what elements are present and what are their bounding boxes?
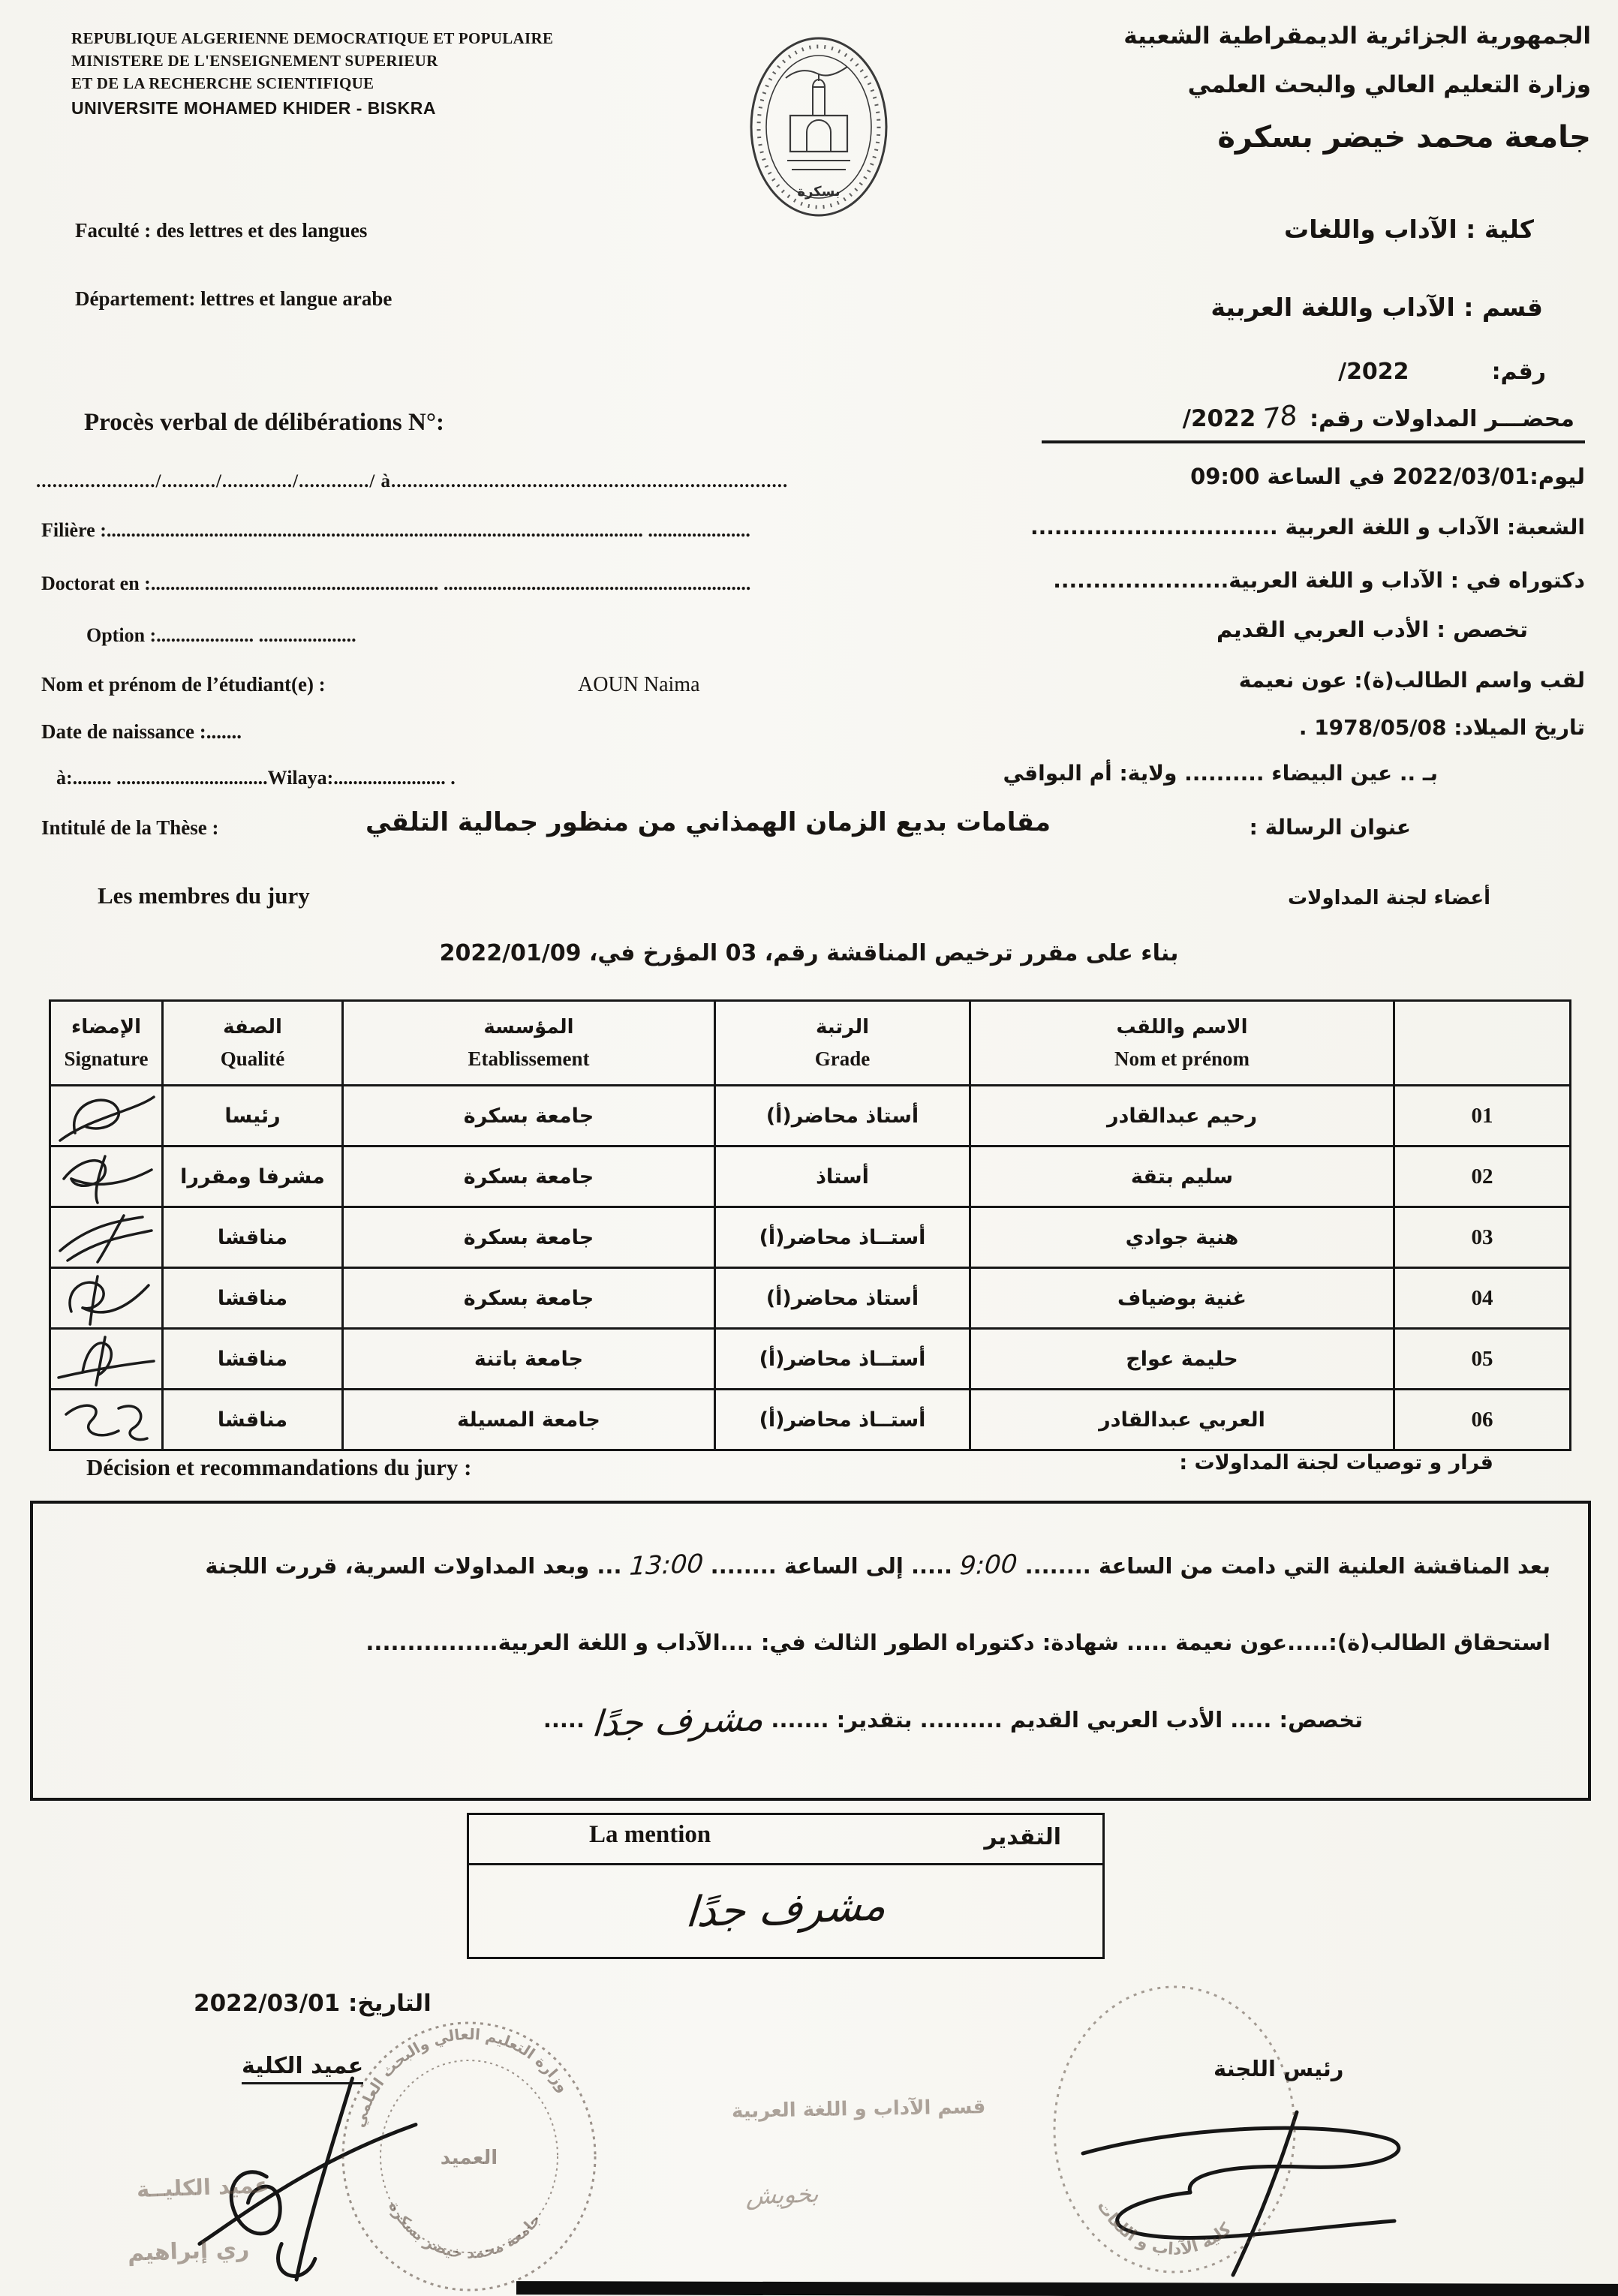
decision-line-1 bbox=[205, 1550, 1550, 1580]
decision-start-time-handwritten: 9:00 bbox=[958, 1549, 1019, 1582]
defense-authorization-line: بناء على مقرر ترخيص المناقشة رقم، 03 المؤرخ في، 2022/01/09 bbox=[439, 940, 1179, 966]
decision-end-time-handwritten: 13:00 bbox=[628, 1549, 705, 1582]
jury-signature-cell-1 bbox=[50, 1086, 163, 1146]
ministry-header-french bbox=[71, 27, 553, 119]
col-qualite-fr: Qualité bbox=[220, 1047, 285, 1070]
filiere-value-ar: الشعبة: الآداب و اللغة العربية ............................... bbox=[1030, 515, 1585, 539]
birthdate-label: Date de naissance :....... bbox=[41, 720, 242, 743]
decision-box bbox=[30, 1501, 1591, 1801]
student-name-value: AOUN Naima bbox=[578, 673, 700, 696]
table-row bbox=[50, 1086, 1571, 1146]
decision-line-3 bbox=[543, 1697, 1363, 1745]
header-ar-university: جامعة محمد خيضر بسكرة bbox=[1217, 120, 1591, 155]
jury-signature-2 bbox=[53, 1149, 158, 1204]
student-name-label: Nom et prénom de l’étudiant(e) : bbox=[41, 673, 326, 696]
faculty-label-fr: Faculté : des lettres et des langues bbox=[75, 219, 368, 242]
jury-name: رحيم عبدالقادر bbox=[1106, 1104, 1258, 1128]
doctorat-label: Doctorat en :........................................................... ............................................................... bbox=[41, 572, 751, 594]
header-line-republic: REPUBLIQUE ALGERIENNE DEMOCRATIQUE ET POPULAIRE bbox=[71, 29, 554, 47]
faculty-label-ar: كلية : الآداب واللغات bbox=[1284, 215, 1534, 244]
pv-title-ar: محضـــر المداولات رقم: bbox=[1310, 406, 1574, 432]
jury-signature-3 bbox=[53, 1210, 158, 1265]
thesis-label-ar: عنوان الرسالة : bbox=[1249, 815, 1411, 840]
speciality-value-ar: تخصص : الأدب العربي القديم bbox=[1216, 617, 1528, 642]
decision-dots: ..... bbox=[910, 1553, 953, 1579]
thesis-label-fr: Intitulé de la Thèse : bbox=[41, 816, 219, 839]
jury-etablissement: جامعة بسكرة bbox=[463, 1165, 594, 1189]
committee-chief-title-label: رئيس اللجنة bbox=[1214, 2056, 1344, 2081]
dean-stamp-faint-line-1: عميد الكليــة bbox=[136, 2171, 270, 2203]
thesis-title-ar: مقامات بديع الزمان الهمذاني من منظور جمالية التلقي bbox=[365, 807, 1051, 837]
svg-text:كلية الآداب و اللغات bbox=[1093, 2198, 1235, 2259]
department-label-fr: Département: lettres et langue arabe bbox=[75, 287, 392, 310]
document-number-label: رقم: bbox=[1491, 359, 1546, 385]
dean-title-label: عميد الكلية bbox=[242, 2053, 363, 2084]
header-ar-republic: الجمهورية الجزائرية الديمقراطية الشعبية bbox=[1123, 23, 1591, 50]
col-qualite-ar: الصفة bbox=[223, 1015, 282, 1038]
seal-city-label: بسكرة bbox=[797, 184, 841, 200]
jury-signature-1 bbox=[53, 1088, 158, 1143]
jury-signature-cell-6 bbox=[50, 1390, 163, 1450]
decision-dots: ........ bbox=[710, 1553, 777, 1579]
table-row bbox=[50, 1207, 1571, 1268]
jury-name: سليم بتقة bbox=[1130, 1165, 1234, 1189]
document-number-row bbox=[1338, 359, 1546, 385]
jury-qualite: مناقشا bbox=[217, 1225, 288, 1249]
table-row bbox=[50, 1390, 1571, 1450]
decision-label-fr: Décision et recommandations du jury : bbox=[86, 1454, 472, 1480]
jury-etablissement: جامعة بسكرة bbox=[463, 1104, 594, 1128]
col-signature-ar: الإمضاء bbox=[71, 1015, 142, 1038]
decision-line-2: استحقاق الطالب(ة):.....عون نعيمة ..... شهادة: دكتوراه الطور الثالث في: ....الآداب و اللغة العربية................ bbox=[365, 1630, 1550, 1655]
col-qualite bbox=[163, 1001, 343, 1086]
dean-round-stamp bbox=[338, 2017, 600, 2296]
decision-line1-text-c: وبعد المداولات السرية، قررت اللجنة bbox=[205, 1553, 590, 1579]
jury-grade: أستــاذ محاضر(أ) bbox=[759, 1347, 926, 1371]
jury-etablissement: جامعة المسيلة bbox=[457, 1408, 600, 1432]
jury-grade: أستــاذ محاضر(أ) bbox=[759, 1408, 926, 1432]
jury-etablissement: جامعة باتنة bbox=[474, 1347, 584, 1371]
header-line-research: ET DE LA RECHERCHE SCIENTIFIQUE bbox=[71, 74, 374, 92]
col-nom bbox=[970, 1001, 1394, 1086]
jury-signature-6 bbox=[53, 1392, 158, 1447]
decision-mention-handwritten: مشرف جدًا bbox=[590, 1697, 765, 1745]
jury-grade: أستــاذ محاضر(أ) bbox=[759, 1225, 926, 1249]
faculty-round-stamp bbox=[1047, 1979, 1302, 2279]
pv-title-ar-block bbox=[1042, 402, 1585, 443]
col-grade-ar: الرتبة bbox=[816, 1015, 869, 1038]
header-ar-ministry: وزارة التعليم العالي والبحث العلمي bbox=[1187, 71, 1591, 98]
decision-dots: ... bbox=[597, 1553, 622, 1579]
department-stamp-line-2: بخويش bbox=[745, 2179, 820, 2210]
table-row bbox=[50, 1268, 1571, 1329]
col-signature-fr: Signature bbox=[64, 1047, 149, 1070]
jury-members-label-ar: أعضاء لجنة المداولات bbox=[1287, 887, 1490, 909]
dean-stamp-top-arc-text: وزارة التعليم العالي والبحث العلمي bbox=[349, 2024, 573, 2129]
ministry-header-arabic bbox=[1123, 23, 1591, 155]
birthplace-value-ar: بـ .. عين البيضاء .......... ولاية: أم البواقي bbox=[1003, 761, 1438, 786]
pv-date-ar: ليوم:2022/03/01 في الساعة 09:00 bbox=[1190, 464, 1585, 489]
mention-value-area bbox=[469, 1865, 1102, 1957]
jury-name: حليمة عواج bbox=[1126, 1347, 1238, 1371]
col-nom-fr: Nom et prénom bbox=[1114, 1047, 1250, 1070]
jury-signature-cell-2 bbox=[50, 1146, 163, 1207]
jury-qualite: مناقشا bbox=[217, 1347, 288, 1371]
option-label: Option :.................... .................... bbox=[86, 624, 356, 646]
mention-header bbox=[469, 1815, 1102, 1865]
birthplace-label: à:........ ...............................Wilaya:....................... . bbox=[56, 767, 456, 789]
header-line-ministry: MINISTERE DE L'ENSEIGNEMENT SUPERIEUR bbox=[71, 52, 438, 70]
decision-dots: ..... bbox=[543, 1707, 585, 1733]
col-etablissement bbox=[343, 1001, 715, 1086]
department-stamp-line-1: قسم الآداب و اللغة العربية bbox=[731, 2096, 986, 2123]
decision-line1-text-a: بعد المناقشة العلنية التي دامت من الساعة bbox=[1098, 1553, 1550, 1579]
jury-table bbox=[49, 999, 1571, 1451]
pv-year-value: 2022/ bbox=[1182, 405, 1256, 432]
jury-signature-4 bbox=[53, 1270, 158, 1326]
university-seal-icon bbox=[747, 35, 891, 222]
birthdate-value-ar: تاريخ الميلاد: 1978/05/08 . bbox=[1298, 715, 1585, 740]
jury-signature-cell-4 bbox=[50, 1268, 163, 1329]
jury-row-number: 04 bbox=[1471, 1285, 1493, 1310]
decision-line1-text-b: إلى الساعة bbox=[783, 1553, 904, 1579]
jury-grade: أستاذ محاضر(أ) bbox=[765, 1286, 919, 1310]
jury-etablissement: جامعة بسكرة bbox=[463, 1286, 594, 1310]
col-number bbox=[1394, 1001, 1571, 1086]
jury-qualite: مناقشا bbox=[217, 1408, 288, 1432]
jury-name: هنية جوادي bbox=[1125, 1225, 1239, 1249]
pv-number-handwritten: 78 bbox=[1261, 400, 1300, 435]
jury-signature-5 bbox=[53, 1331, 158, 1387]
jury-row-number: 03 bbox=[1471, 1225, 1493, 1249]
jury-qualite: مناقشا bbox=[217, 1286, 288, 1310]
jury-signature-cell-5 bbox=[50, 1329, 163, 1390]
col-etablissement-fr: Etablissement bbox=[468, 1047, 590, 1070]
jury-qualite: رئيسا bbox=[224, 1104, 281, 1128]
mention-value-handwritten: مشرف جدًا bbox=[684, 1881, 888, 1937]
dean-stamp-faint-line-2: ري إبراهيم bbox=[127, 2236, 250, 2267]
jury-members-label-fr: Les membres du jury bbox=[98, 882, 310, 909]
document-number-value: 2022/ bbox=[1338, 359, 1409, 385]
jury-grade: أستاذ bbox=[816, 1165, 869, 1189]
jury-table-header-row bbox=[50, 1001, 1571, 1086]
jury-etablissement: جامعة بسكرة bbox=[463, 1225, 594, 1249]
decision-dots: ........ bbox=[1024, 1553, 1091, 1579]
jury-name: غنية بوضياف bbox=[1117, 1286, 1247, 1310]
jury-row-number: 01 bbox=[1471, 1103, 1493, 1128]
col-nom-ar: الاسم واللقب bbox=[1116, 1015, 1248, 1038]
col-etablissement-ar: المؤسسة bbox=[483, 1015, 574, 1038]
scan-edge-artifact bbox=[516, 2281, 1618, 2296]
table-row bbox=[50, 1146, 1571, 1207]
decision-label-ar: قرار و توصيات لجنة المداولات : bbox=[1179, 1451, 1493, 1474]
table-row bbox=[50, 1329, 1571, 1390]
jury-row-number: 05 bbox=[1471, 1346, 1493, 1371]
doctorat-value-ar: دكتوراه في : الآداب و اللغة العربية...................... bbox=[1053, 568, 1585, 593]
pv-title-fr: Procès verbal de délibérations N°: bbox=[84, 409, 445, 436]
col-signature bbox=[50, 1001, 163, 1086]
student-name-ar: لقب واسم الطالب(ة): عون نعيمة bbox=[1238, 668, 1585, 693]
header-line-university: UNIVERSITE MOHAMED KHIDER - BISKRA bbox=[71, 98, 436, 118]
col-grade-fr: Grade bbox=[814, 1047, 871, 1070]
faculty-stamp-arc-text: كلية الآداب و اللغات bbox=[1093, 2197, 1235, 2259]
footer-date: التاريخ: 2022/03/01 bbox=[194, 1990, 432, 2017]
jury-signature-cell-3 bbox=[50, 1207, 163, 1268]
dean-stamp-center-text: العميد bbox=[440, 2147, 498, 2169]
dean-stamp-bottom-arc-text: جامعة محمد خيضر بسكرة bbox=[385, 2198, 545, 2262]
jury-row-number: 02 bbox=[1471, 1164, 1493, 1189]
department-label-ar: قسم : الآداب واللغة العربية bbox=[1210, 293, 1543, 322]
decision-dots: ....... bbox=[771, 1707, 829, 1733]
col-grade bbox=[715, 1001, 970, 1086]
decision-line3-text: تخصص: ..... الأدب العربي القديم .......... بتقدير: bbox=[836, 1707, 1363, 1733]
mention-label-fr: La mention bbox=[589, 1821, 711, 1848]
jury-qualite: مشرفا ومقررا bbox=[180, 1165, 325, 1189]
mention-box bbox=[467, 1813, 1105, 1959]
jury-grade: أستاذ محاضر(أ) bbox=[765, 1104, 919, 1128]
svg-text:وزارة التعليم العالي والبحث ال bbox=[350, 2025, 573, 2129]
jury-row-number: 06 bbox=[1471, 1407, 1493, 1432]
svg-text:جامعة محمد خيضر بسكرة bbox=[385, 2198, 544, 2262]
filiere-label: Filière :.............................................................................................................. ..................... bbox=[41, 519, 750, 541]
pv-number-dotted-line: ....................../........../............./............./ à......................................................................... bbox=[36, 471, 789, 491]
jury-name: العربي عبدالقادر bbox=[1099, 1408, 1265, 1432]
mention-label-ar: التقدير bbox=[984, 1824, 1061, 1850]
